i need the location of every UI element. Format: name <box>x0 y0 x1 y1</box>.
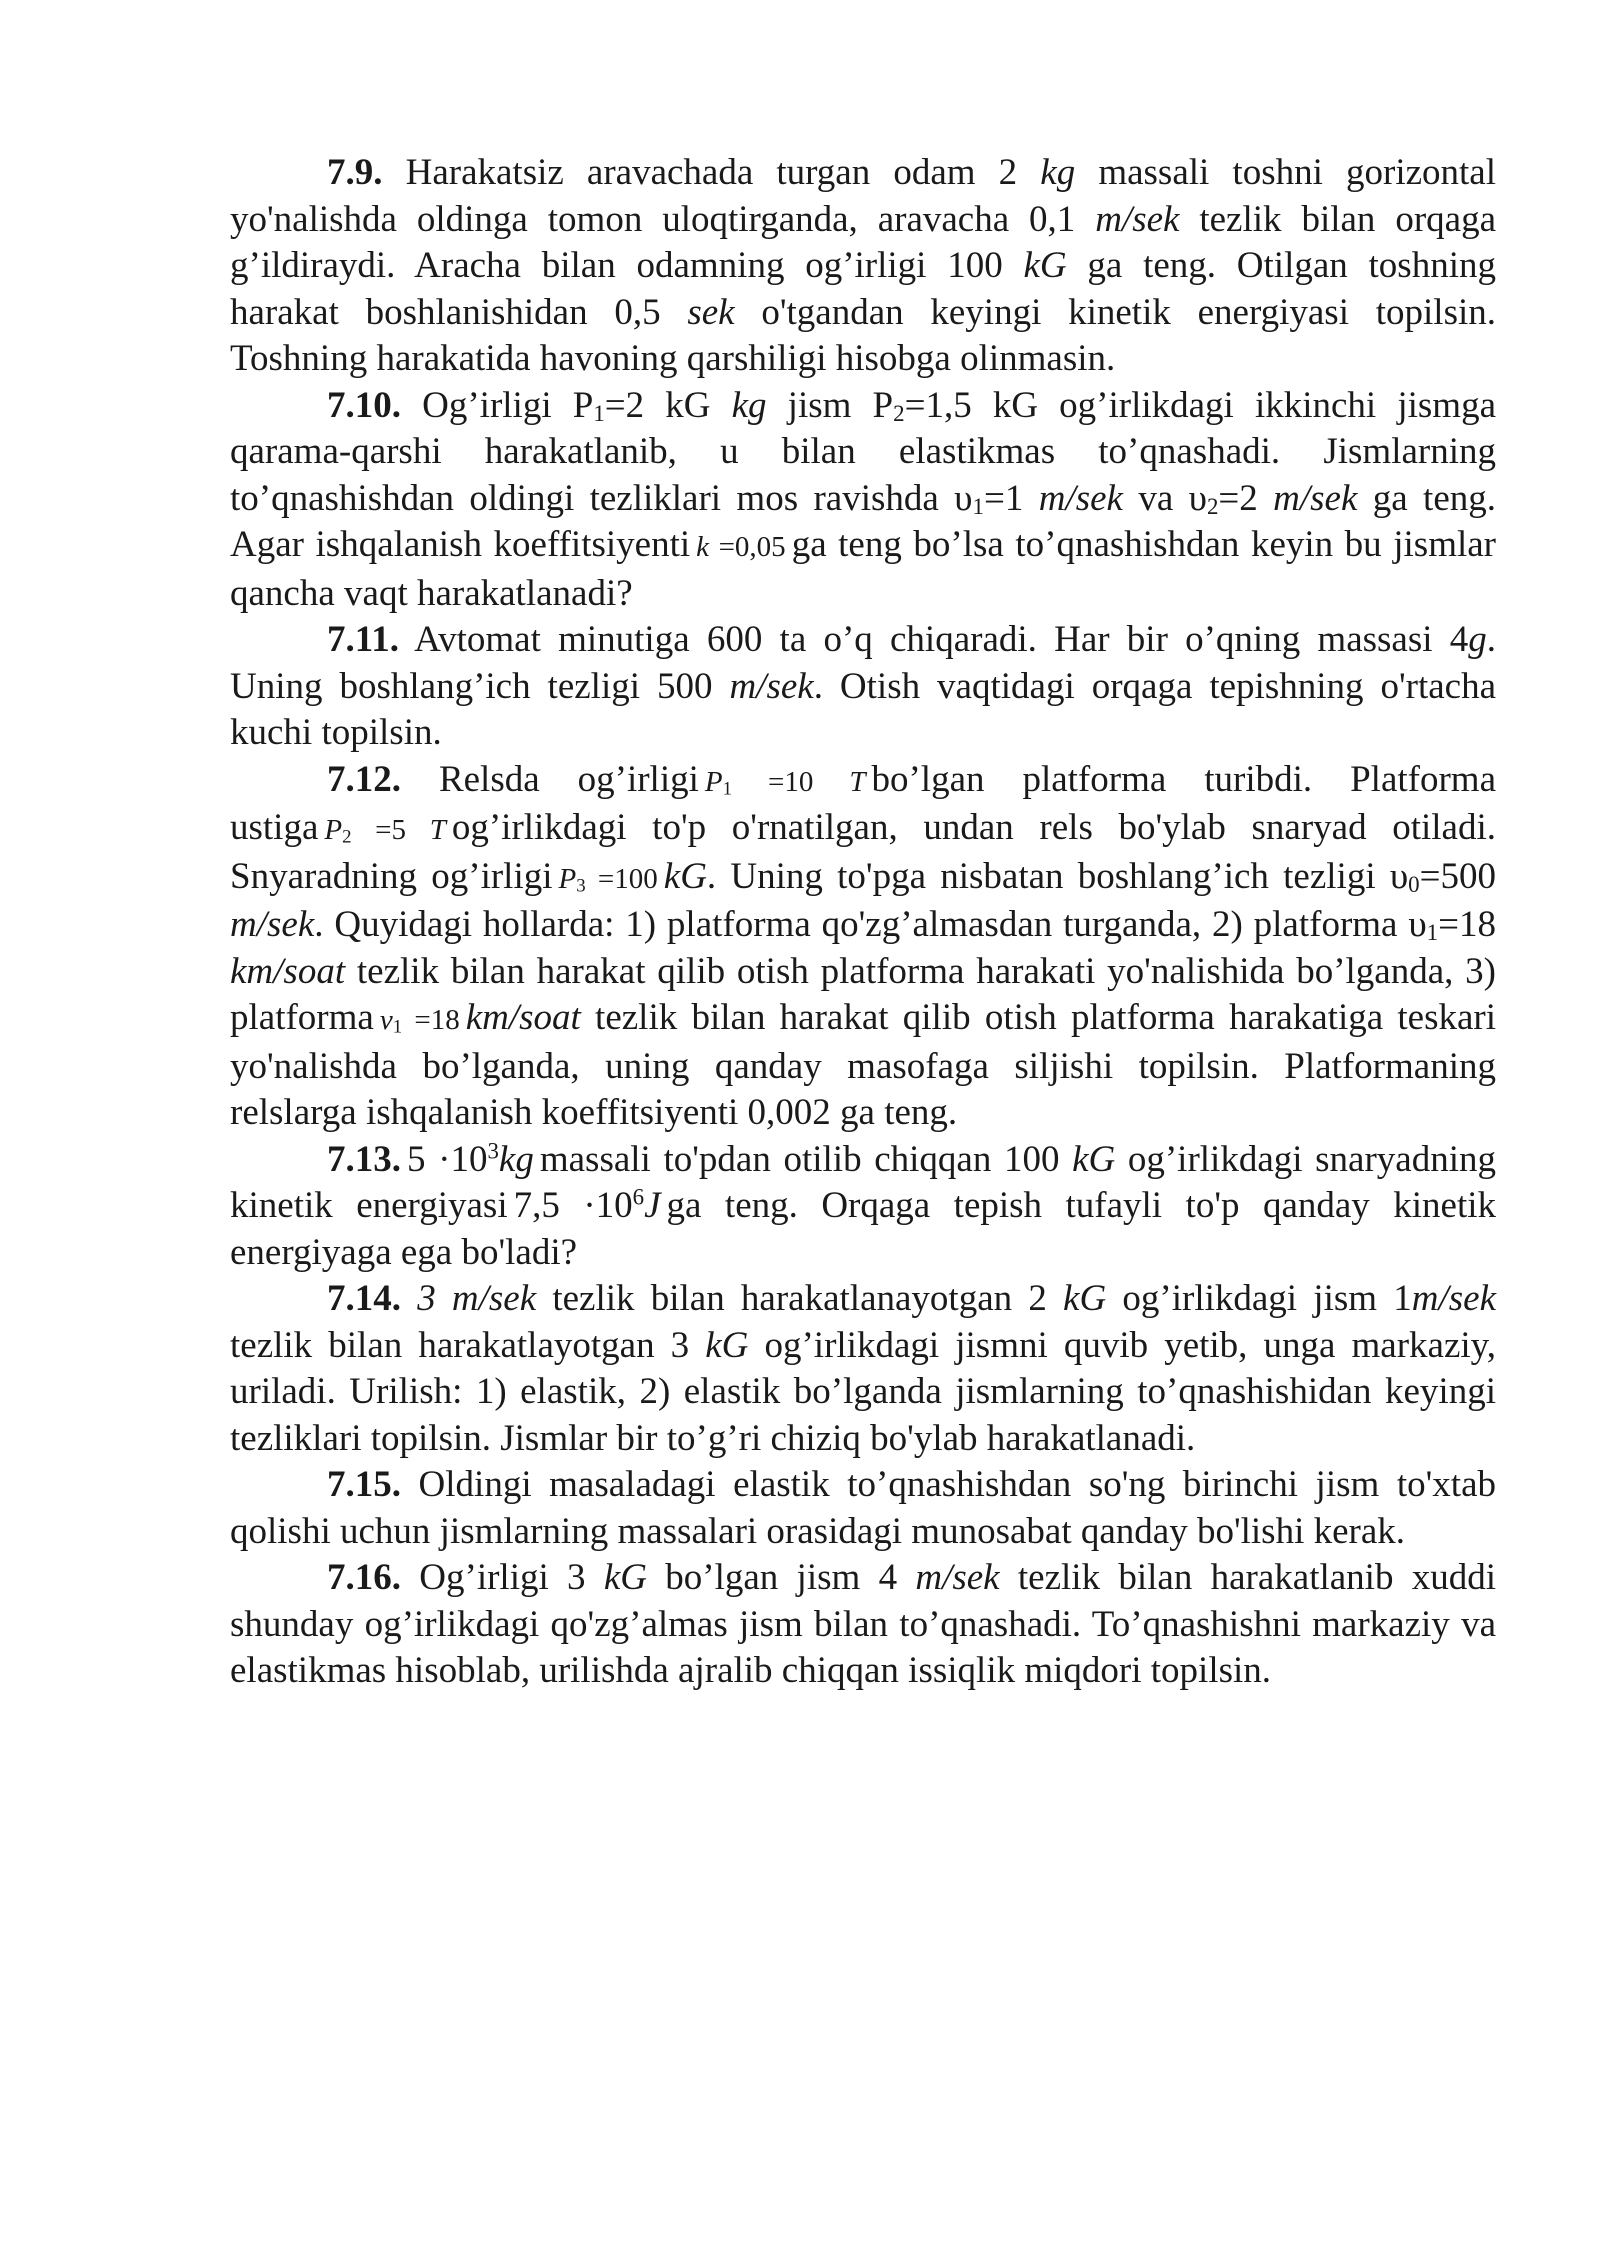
text: =2 <box>1218 477 1274 519</box>
text: og’irlikdagi snaryadning kinetik energiyasi <box>230 1138 1496 1226</box>
formula-value: 7,5 ·10 <box>513 1185 633 1226</box>
unit: km/soat <box>230 950 346 992</box>
formula-energy <box>514 1185 661 1226</box>
text: og’irlikdagi jism 1 <box>1106 1278 1412 1319</box>
text: va υ <box>1122 477 1207 519</box>
unit: m/sek <box>1038 477 1123 519</box>
text: =1 <box>983 477 1039 519</box>
subscript: 1 <box>593 400 605 426</box>
text: Og’irligi 3 <box>401 1557 604 1598</box>
formula-symbol: P <box>704 765 723 798</box>
unit: kG <box>705 1324 749 1366</box>
text: tezlik bilan harakatlanayotgan 2 <box>536 1278 1064 1319</box>
formula-symbol: P <box>324 814 343 846</box>
document-body <box>230 150 1496 1695</box>
unit: m/sek <box>230 904 315 945</box>
unit: 3 m/sek <box>417 1278 537 1319</box>
unit: sek <box>687 291 735 333</box>
problem-number: 7.13. <box>327 1138 401 1180</box>
text: ga teng. Orqaga tepish tufayli to'p qanday kinetik energiyaga ega bo'ladi? <box>230 1185 1497 1273</box>
unit: kG <box>1023 245 1067 286</box>
subscript: 2 <box>1206 493 1219 519</box>
subscript: 1 <box>722 777 733 799</box>
formula-p2 <box>324 814 445 846</box>
unit: km/soat <box>465 997 581 1038</box>
formula-mass <box>407 1139 534 1180</box>
unit: m/sek <box>915 1557 1000 1598</box>
problem-number: 7.9. <box>327 152 383 193</box>
unit: m/sek <box>1411 1278 1496 1319</box>
problem-number: 7.15. <box>327 1464 401 1505</box>
formula-value: =18 <box>402 1004 460 1036</box>
problem-7-15 <box>230 1462 1496 1555</box>
text: Oldingi masaladagi elastik to’qnashishdan so'ng birinchi jism to'xtab qolishi uchun jismlarning massalari orasidagi munosabat qanday bo'lishi kerak. <box>230 1464 1496 1552</box>
problem-number: 7.11. <box>327 619 399 660</box>
formula-p1 <box>705 766 866 798</box>
text: tezlik bilan orqaga g’ildiraydi. Aracha bilan odamning og’irligi 100 <box>230 198 1496 286</box>
problem-number: 7.14. <box>327 1278 401 1319</box>
problem-7-14 <box>230 1276 1496 1462</box>
formula-value: =5 <box>351 814 407 846</box>
formula-value: =0,05 <box>709 531 786 563</box>
formula-unit: kg <box>498 1138 534 1180</box>
subscript: 1 <box>972 493 984 519</box>
unit: kG <box>1063 1278 1107 1319</box>
text: . Uning to'pga nisbatan boshlang’ich tezligi υ <box>706 855 1409 897</box>
text: bo’lgan platforma turibdi. Platforma ustiga <box>230 758 1497 848</box>
problem-7-13 <box>230 1137 1496 1277</box>
problem-7-16 <box>230 1555 1496 1695</box>
subscript: 3 <box>576 874 586 896</box>
unit: kG <box>663 855 707 897</box>
formula-value: =10 <box>732 765 814 798</box>
text: =500 <box>1419 855 1496 897</box>
text: Relsda og’irligi <box>401 758 699 800</box>
text: ga teng. Agar ishqalanish koeffitsiyenti <box>230 477 1496 565</box>
formula-symbol: P <box>558 862 577 895</box>
problem-7-10 <box>230 383 1496 618</box>
formula-symbol: k <box>696 531 710 563</box>
subscript: 2 <box>342 826 352 848</box>
formula-unit: T <box>849 765 866 798</box>
superscript: 6 <box>632 1184 645 1210</box>
formula-value: 5 ·10 <box>407 1138 488 1180</box>
text: Harakatsiz aravachada turgan odam 2 <box>382 152 1041 193</box>
problem-number: 7.12. <box>327 758 401 800</box>
unit: m/sek <box>1095 198 1180 240</box>
text: tezlik bilan harakat qilib otish platforma harakati yo'nalishida bo’lganda, 3) platforma <box>230 950 1496 1038</box>
subscript: 1 <box>1426 920 1439 946</box>
formula-symbol: v <box>379 1004 393 1036</box>
text: Og’irligi P <box>401 384 594 426</box>
formula-p3 <box>559 863 658 895</box>
text: tezlik bilan harakatlanib xuddi shunday og’irlikdagi qo'zg’almas jism bilan to’qnashadi. To’qnashishni markaziy va elastikmas hisoblab, urilishda ajralib chiqqan issiqlik miqdori topilsin. <box>230 1557 1497 1691</box>
text: jism P <box>766 384 894 426</box>
superscript: 3 <box>487 1137 499 1163</box>
text: o'tgandan keyingi kinetik energiyasi topilsin. Toshning harakatida havoning qarshiligi hisobga olinmasin. <box>230 291 1496 379</box>
text: . Uning boshlang’ich tezligi 500 <box>230 619 1496 707</box>
text: . Quyidagi hollarda: 1) platforma qo'zg’almasdan turganda, 2) platforma υ <box>314 904 1427 945</box>
formula-v1 <box>380 1004 460 1036</box>
problem-7-11 <box>230 617 1496 757</box>
problem-number: 7.16. <box>327 1557 401 1598</box>
unit: kg <box>731 384 767 426</box>
text: massali to'pdan otilib chiqqan 100 <box>539 1138 1073 1180</box>
text: ga teng. Otilgan toshning harakat boshlanishidan 0,5 <box>230 245 1496 333</box>
problem-number: 7.10. <box>327 384 401 426</box>
unit: kG <box>1072 1138 1116 1180</box>
problem-7-9 <box>230 150 1496 383</box>
unit: kG <box>603 1557 647 1598</box>
problem-7-12 <box>230 757 1496 1137</box>
text: massali toshni gorizontal yo'nalishda oldinga tomon uloqtirganda, aravacha 0,1 <box>230 152 1496 240</box>
unit: g <box>1468 619 1487 660</box>
subscript: 0 <box>1408 871 1420 897</box>
unit: kg <box>1040 152 1076 193</box>
text: =1,5 kG og’irlikdagi ikkinchi jismga qarama-qarshi harakatlanib, u bilan elastikmas to’qnashadi. Jismlarning to’qnashishdan oldingi tezliklari mos ravishda υ <box>230 384 1496 519</box>
subscript: 1 <box>392 1016 403 1038</box>
text: ga teng bo’lsa to’qnashishdan keyin bu jismlar qancha vaqt harakatlanadi? <box>230 524 1496 614</box>
text: bo’lgan jism 4 <box>646 1557 916 1598</box>
unit: m/sek <box>729 665 814 707</box>
subscript: 2 <box>893 400 905 426</box>
formula-value: =100 <box>585 862 658 895</box>
formula-unit: J <box>644 1185 661 1226</box>
formula-unit: T <box>429 814 446 846</box>
text: og’irlikdagi to'p o'rnatilgan, undan rels bo'ylab snaryad otiladi. Snyaradning og’irligi <box>230 807 1497 897</box>
text: =18 <box>1438 904 1496 945</box>
text: =2 kG <box>604 384 732 426</box>
text: tezlik bilan harakatlayotgan 3 <box>230 1324 706 1366</box>
formula-friction-coefficient <box>696 531 786 563</box>
text: tezlik bilan harakat qilib otish platforma harakatiga teskari yo'nalishda bo’lganda, uning qanday masofaga siljishi topilsin. Platformaning relslarga ishqalanish koeffitsiyenti 0,002 ga teng. <box>230 997 1497 1133</box>
unit: m/sek <box>1273 477 1358 519</box>
text: . Otish vaqtidagi orqaga tepishning o'rtacha kuchi topilsin. <box>230 665 1496 753</box>
text: og’irlikdagi jismni quvib yetib, unga markaziy, uriladi. Urilish: 1) elastik, 2) elastik bo’lganda jismlarning to’qnashishidan keyingi tezliklari topilsin. Jismlar bir to’g’ri chiziq bo'ylab harakatlanadi. <box>230 1324 1496 1459</box>
text: Avtomat minutiga 600 ta o’q chiqaradi. Har bir o’qning massasi 4 <box>398 619 1469 660</box>
